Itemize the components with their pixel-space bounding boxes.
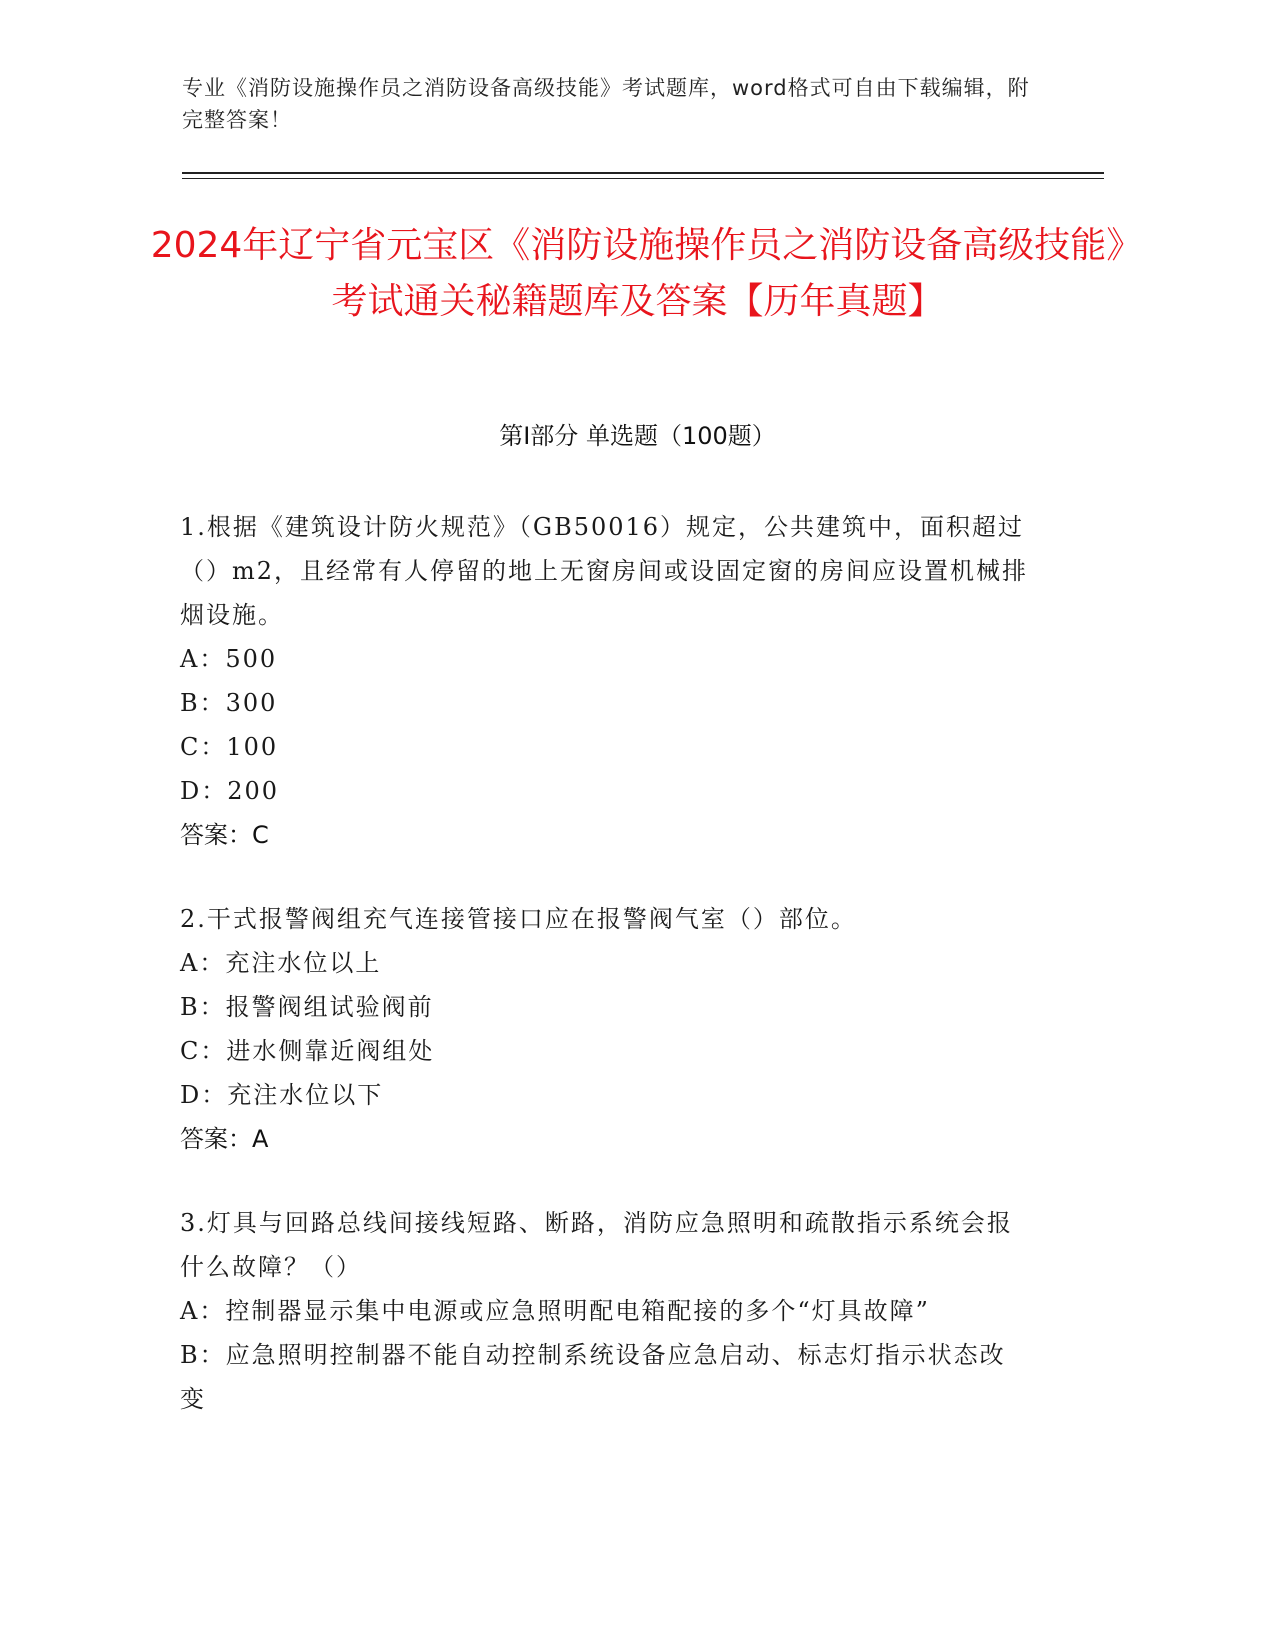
question-1 <box>180 505 1030 857</box>
option-b: B：300 <box>180 689 278 717</box>
question-3 <box>180 1201 1030 1421</box>
question-stem: 2.干式报警阀组充气连接管接口应在报警阀气室（）部位。 <box>180 905 857 933</box>
option-d: D：充注水位以下 <box>180 1081 384 1109</box>
option-b: B：应急照明控制器不能自动控制系统设备应急启动、标志灯指示状态改变 <box>180 1341 1006 1413</box>
option-a: A：500 <box>180 645 278 673</box>
option-a: A：控制器显示集中电源或应急照明配电箱配接的多个“灯具故障” <box>180 1297 930 1325</box>
option-c: C：进水侧靠近阀组处 <box>180 1037 435 1065</box>
header-note: 专业《消防设施操作员之消防设备高级技能》考试题库，word格式可自由下载编辑，附完整答案！ <box>182 76 1030 132</box>
question-list <box>180 505 1030 1461</box>
question-2 <box>180 897 1030 1161</box>
document-title: 2024年辽宁省元宝区《消防设施操作员之消防设备高级技能》考试通关秘籍题库及答案【历年真题】 <box>150 225 1125 322</box>
option-d: D：200 <box>180 777 280 805</box>
answer-line: 答案：A <box>180 1125 269 1153</box>
question-stem: 3.灯具与回路总线间接线短路、断路，消防应急照明和疏散指示系统会报什么故障？（） <box>180 1209 1013 1281</box>
option-b: B：报警阀组试验阀前 <box>180 993 434 1021</box>
header-divider-thin <box>182 178 1104 179</box>
section-heading: 第I部分 单选题（100题） <box>499 422 776 450</box>
option-c: C：100 <box>180 733 279 761</box>
question-stem: 1.根据《建筑设计防火规范》（GB50016）规定，公共建筑中，面积超过（）m2，且经常有人停留的地上无窗房间或设固定窗的房间应设置机械排烟设施。 <box>180 513 1029 629</box>
header-divider-thick <box>182 172 1104 174</box>
answer-line: 答案：C <box>180 821 269 849</box>
option-a: A：充注水位以上 <box>180 949 382 977</box>
